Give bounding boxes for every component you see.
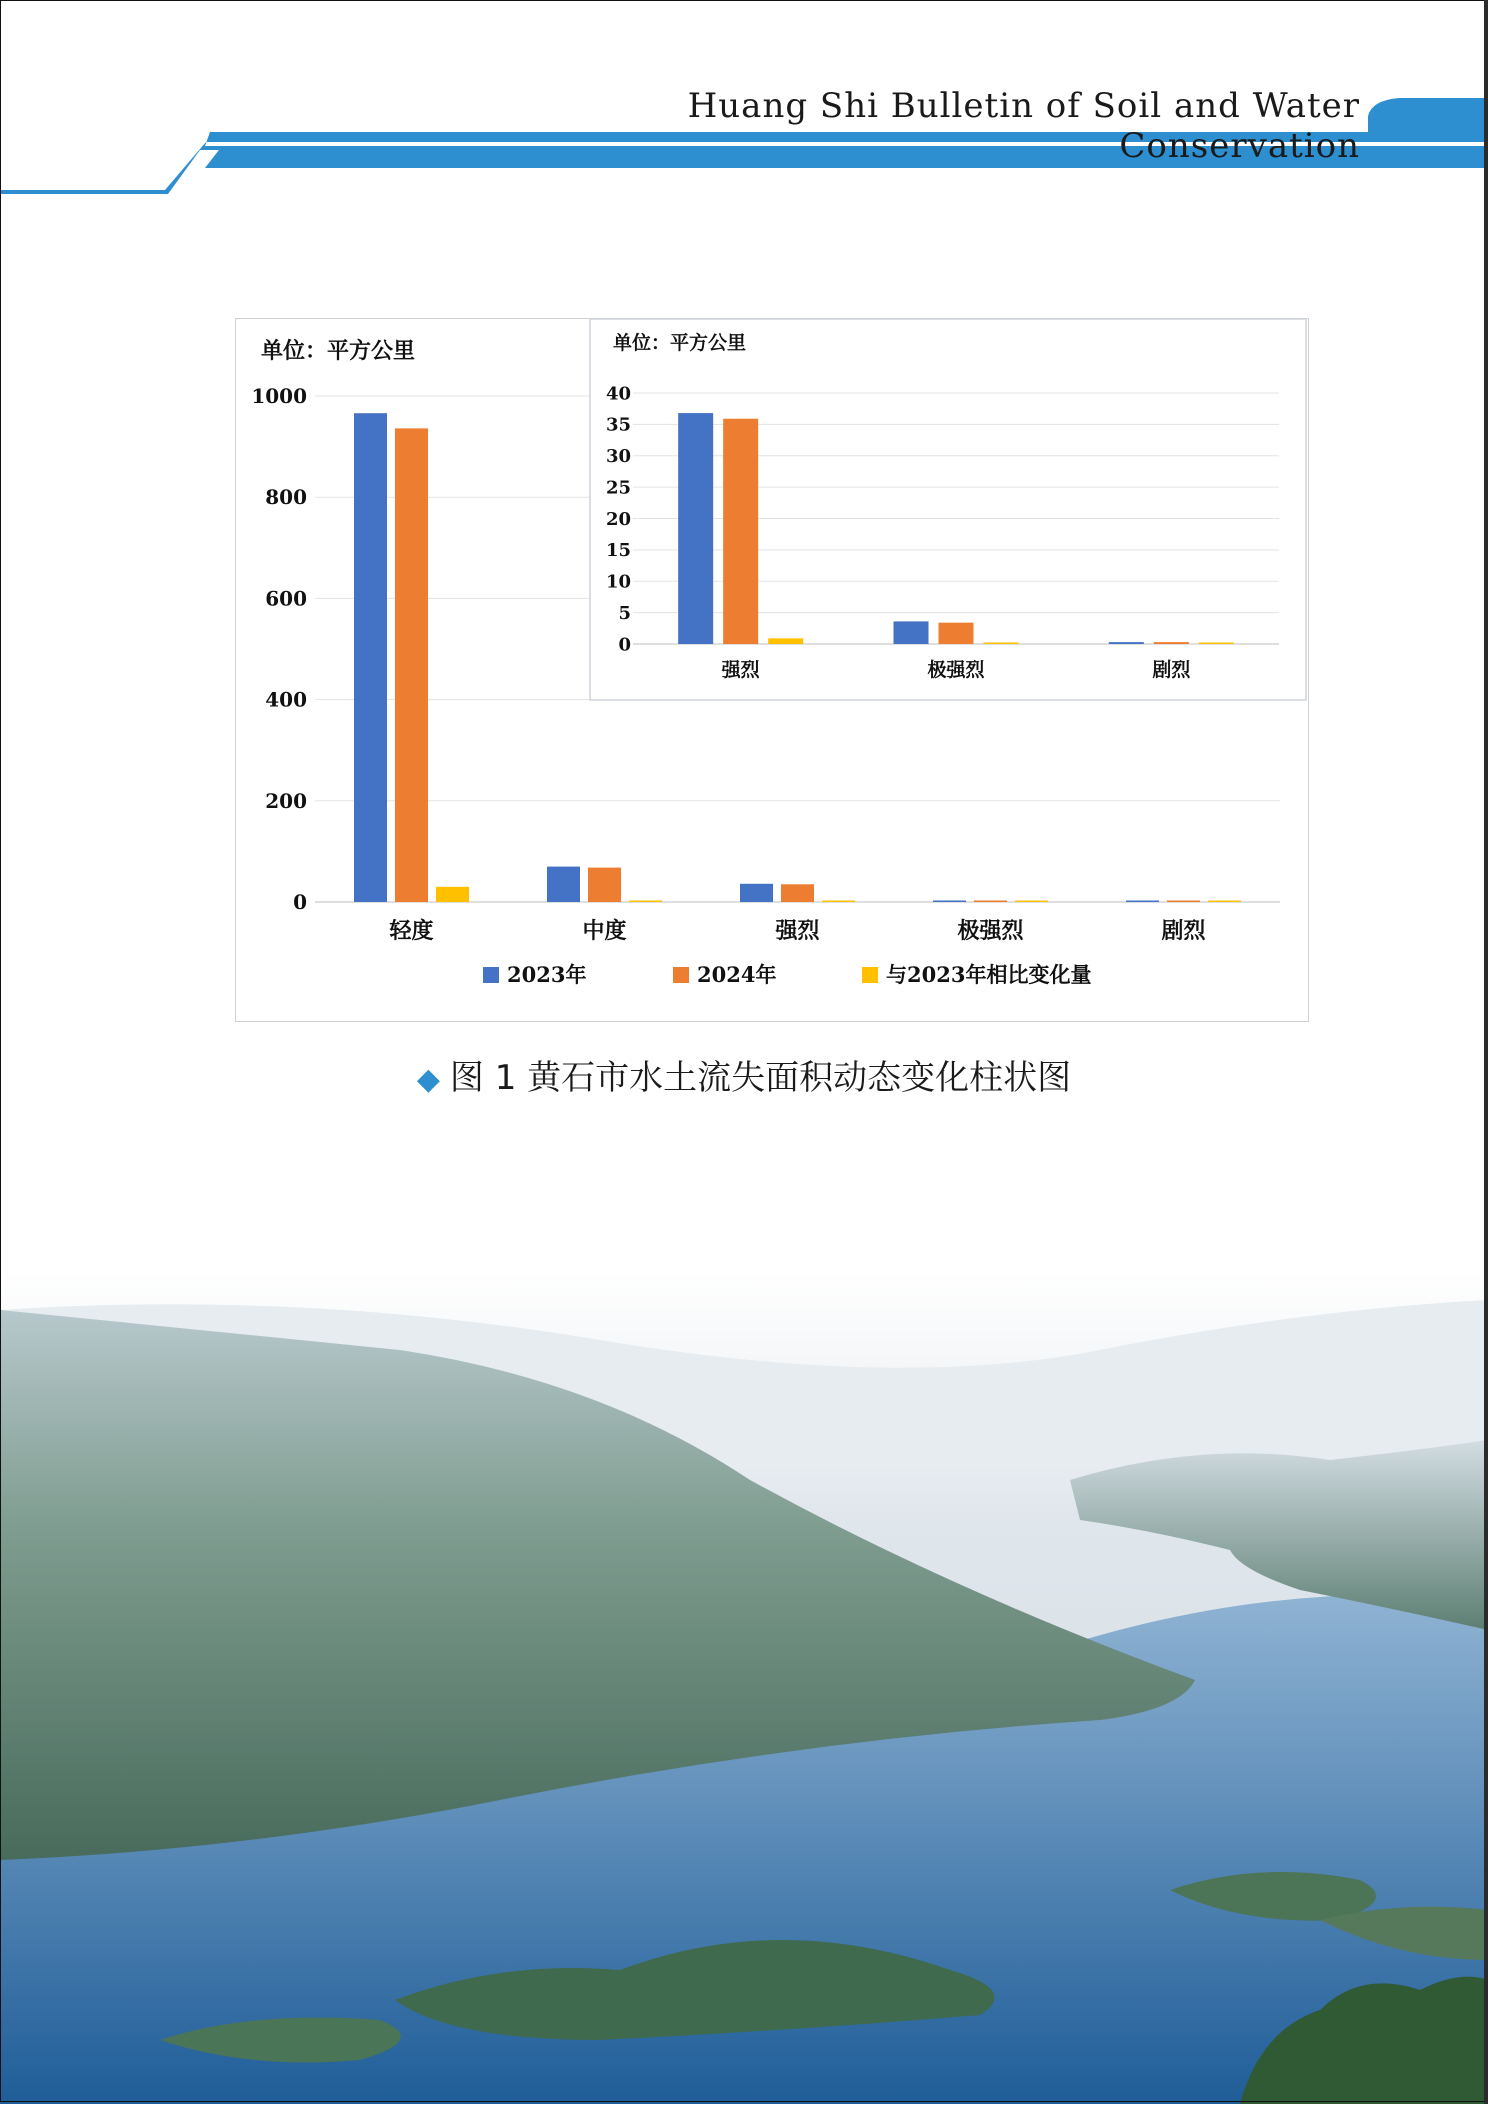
y-tick-label: 30 [605,446,631,468]
bar [436,887,469,902]
legend-swatch [483,967,499,983]
bar [939,623,974,644]
y-tick-label: 400 [265,687,307,712]
bar [1126,901,1159,903]
y-tick-label: 0 [293,890,307,914]
bar [1199,643,1234,645]
legend-label: 2023年 [507,962,587,987]
bar [1015,901,1048,903]
unit-label: 单位：平方公里 [613,332,747,354]
bar [629,901,662,903]
landscape-photo [0,1270,1488,2104]
y-tick-label: 600 [265,586,307,611]
y-tick-label: 1000 [251,384,307,408]
y-tick-label: 35 [605,414,631,436]
legend-label: 与2023年相比变化量 [886,962,1092,987]
bar [1167,901,1200,903]
x-category-label: 强烈 [721,659,760,681]
x-category-label: 强烈 [775,918,820,944]
page-edge [1484,0,1488,2104]
y-tick-label: 20 [605,508,631,530]
bar [740,884,773,902]
bar [781,884,814,902]
bar [547,867,580,902]
unit-label: 单位：平方公里 [261,338,416,364]
bar [933,900,966,902]
y-tick-label: 25 [605,477,631,499]
bar [984,643,1019,645]
caption-text: 图 1 黄石市水土流失面积动态变化柱状图 [449,1058,1072,1098]
legend-label: 2024年 [697,962,777,987]
legend-swatch [862,967,878,983]
y-tick-label: 800 [265,485,307,510]
legend-swatch [673,967,689,983]
bar [1109,642,1144,644]
bar [1208,901,1241,903]
x-category-label: 轻度 [389,918,434,944]
y-tick-label: 0 [618,634,631,656]
journal-title: Huang Shi Bulletin of Soil and Water Conservation [687,86,1360,166]
bar [822,901,855,903]
diamond-icon: ◆ [416,1062,440,1097]
bar [395,428,428,902]
bar [894,621,929,644]
inset-bar-chart [589,318,1309,702]
x-category-label: 极强烈 [927,659,985,681]
y-tick-label: 40 [605,383,631,405]
bar [354,413,387,902]
bar [1154,642,1189,644]
bar [768,638,803,644]
bar [588,868,621,902]
x-category-label: 中度 [582,918,627,944]
bar [723,419,758,644]
x-category-label: 剧烈 [1161,918,1206,944]
y-tick-label: 15 [605,540,631,562]
figure-caption [0,1050,1488,1099]
x-category-label: 极强烈 [957,918,1024,944]
header-tab [1368,98,1488,132]
bar [974,900,1007,902]
y-tick-label: 10 [605,571,631,593]
x-category-label: 剧烈 [1152,659,1191,681]
y-tick-label: 5 [618,602,631,624]
y-tick-label: 200 [265,788,307,813]
bar [678,413,713,644]
